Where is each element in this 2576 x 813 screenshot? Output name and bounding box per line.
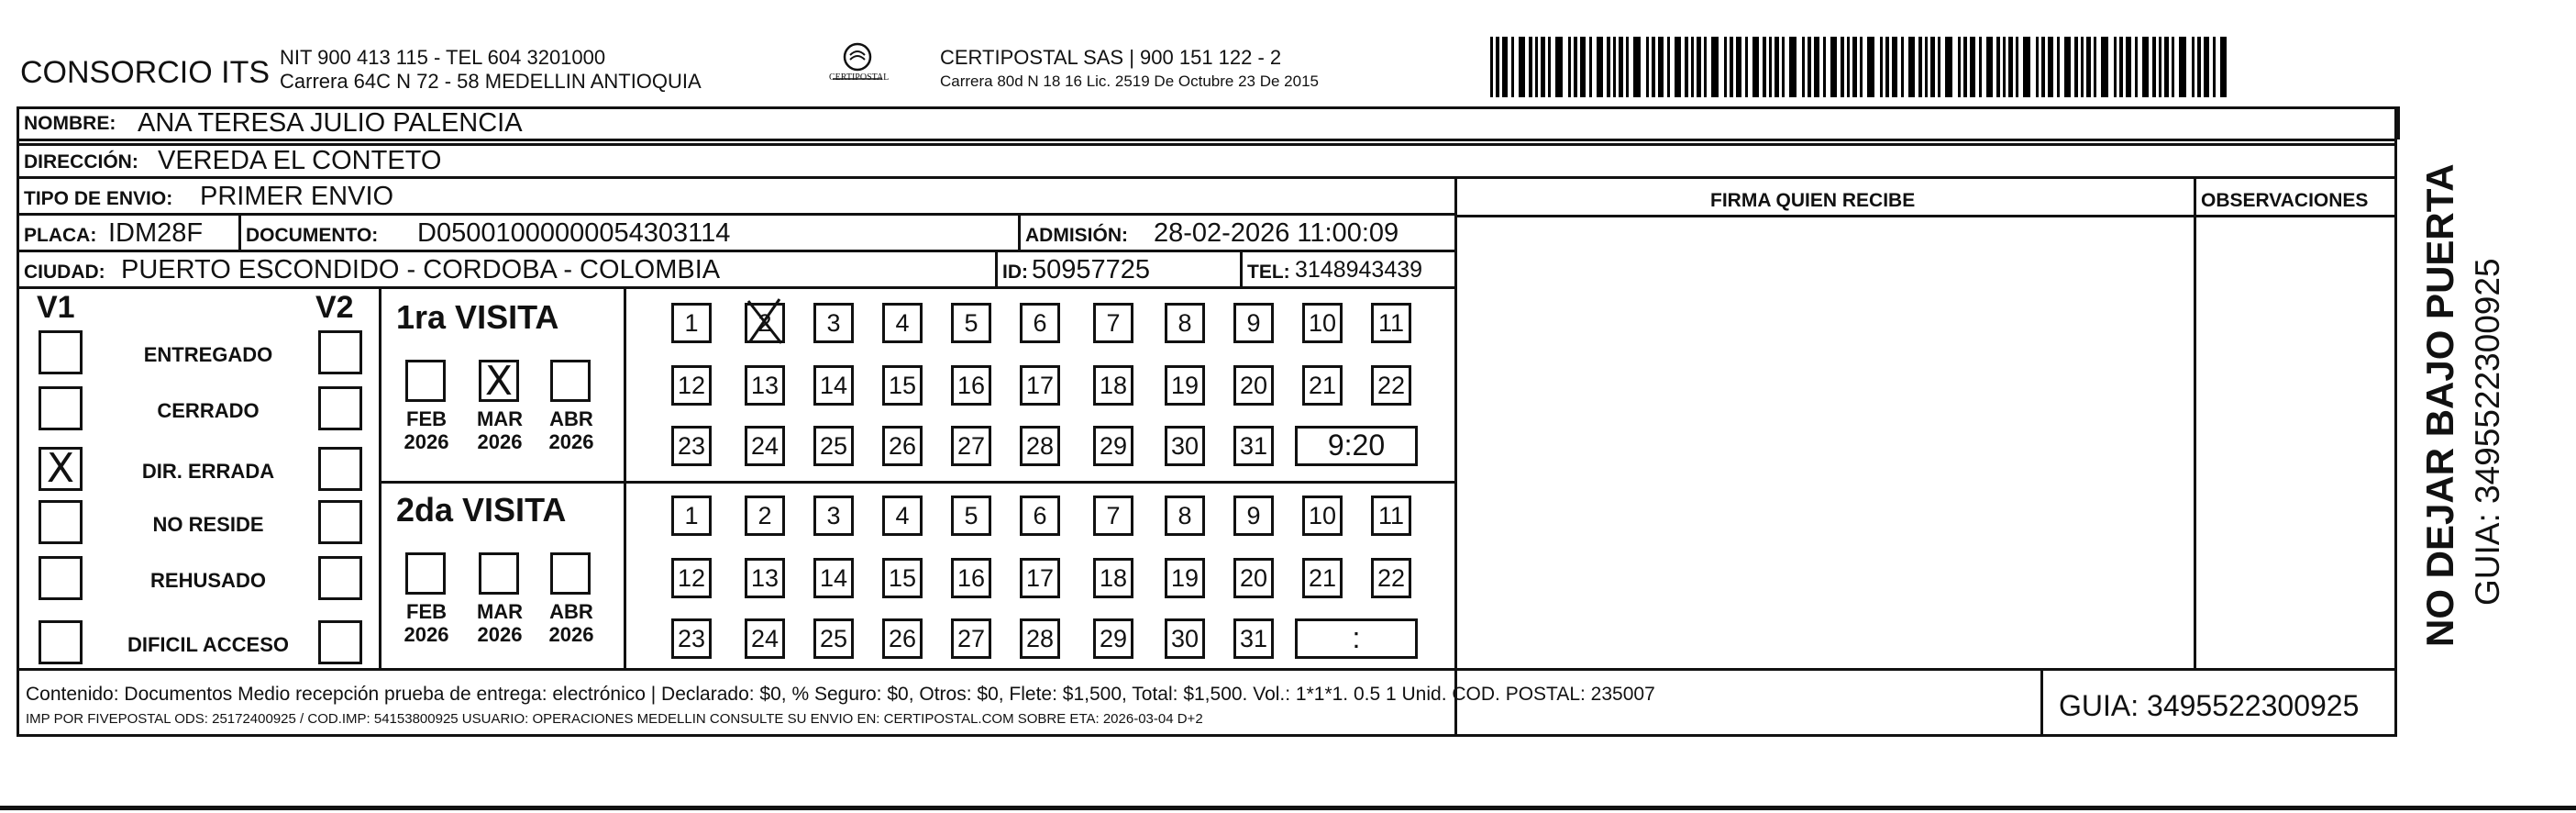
barcode-bar: [1724, 37, 1727, 97]
day-box[interactable]: 23: [671, 618, 712, 659]
day-box[interactable]: 20: [1233, 558, 1274, 598]
nombre-label: NOMBRE:: [24, 113, 116, 134]
status-label: CERRADO: [157, 399, 260, 422]
barcode-bar: [1945, 37, 1952, 97]
barcode-bar: [2197, 37, 2201, 97]
day-box[interactable]: 19: [1165, 365, 1205, 406]
barcode-bar: [2086, 37, 2091, 97]
nombre-value: ANA TERESA JULIO PALENCIA: [138, 108, 523, 138]
carrier-address: Carrera 80d N 18 16 Lic. 2519 De Octubre 23 De 2015: [940, 72, 1319, 90]
barcode-bar: [1847, 37, 1850, 97]
month-year: 2026: [404, 430, 449, 454]
v2-checkbox[interactable]: [318, 500, 362, 544]
day-box[interactable]: 2: [745, 496, 785, 536]
day-box[interactable]: 15: [882, 558, 923, 598]
carrier-name: CERTIPOSTAL SAS | 900 151 122 - 2: [940, 46, 1282, 69]
barcode-bar: [1979, 37, 1982, 97]
status-label: NO RESIDE: [152, 513, 264, 536]
day-box[interactable]: 15: [882, 365, 923, 406]
barcode-bar: [1519, 37, 1525, 97]
barcode-bar: [1646, 37, 1649, 97]
status-label: REHUSADO: [150, 569, 266, 592]
month-checkbox[interactable]: [405, 360, 446, 402]
day-cross-mark: [741, 294, 789, 349]
barcode-bar: [1782, 37, 1785, 97]
barcode-bar: [1996, 37, 2000, 97]
day-box[interactable]: 2: [745, 303, 785, 343]
company-nit: NIT 900 413 115 - TEL 604 3201000: [280, 46, 606, 69]
month-label: [394, 407, 459, 454]
footer-imp: IMP POR FIVEPOSTAL ODS: 25172400925 / COD.IMP: 54153800925 USUARIO: OPERACIONES MEDELLIN CONSULTE SU ENVIO EN: CERTIPOSTAL.COM SOBRE ETA: 2026-03-04 D+2: [26, 711, 1203, 727]
barcode-bar: [1633, 37, 1641, 97]
status-label: ENTREGADO: [143, 343, 273, 366]
visit-title: 2da VISITA: [396, 491, 567, 529]
id-label: ID:: [1002, 262, 1028, 283]
barcode-bar: [1511, 37, 1514, 97]
barcode-bar: [1958, 37, 1961, 97]
month-label: [539, 407, 603, 454]
barcode-bar: [1589, 37, 1592, 97]
barcode-bar: [2126, 37, 2131, 97]
barcode-bar: [1938, 37, 1940, 97]
barcode-bar: [1685, 37, 1688, 97]
day-box[interactable]: 10: [1302, 496, 1343, 536]
v1-checkbox[interactable]: [39, 500, 83, 544]
company-address: Carrera 64C N 72 - 58 MEDELLIN ANTIOQUIA: [280, 70, 702, 93]
status-label: DIR. ERRADA: [141, 460, 275, 483]
barcode-bar: [2057, 37, 2060, 97]
day-box[interactable]: 4: [882, 303, 923, 343]
day-box[interactable]: 18: [1093, 365, 1133, 406]
day-box[interactable]: 24: [745, 426, 785, 466]
day-box[interactable]: 17: [1020, 558, 1060, 598]
month-label: [468, 407, 532, 454]
month-name: FEB: [406, 407, 447, 430]
day-box[interactable]: 18: [1093, 558, 1133, 598]
barcode-bar: [1502, 37, 1508, 97]
barcode-bar: [2036, 37, 2039, 97]
barcode-bar: [2081, 37, 2084, 97]
documento-value: D05001000000054303114: [417, 218, 731, 248]
firma-header: FIRMA QUIEN RECIBE: [1710, 190, 1916, 211]
month-year: 2026: [548, 430, 594, 454]
day-box[interactable]: 20: [1233, 365, 1274, 406]
v2-checkbox[interactable]: [318, 556, 362, 600]
day-box[interactable]: 28: [1020, 618, 1060, 659]
month-name: ABR: [549, 407, 593, 430]
barcode-bar: [1963, 37, 1967, 97]
barcode-bar: [1814, 37, 1819, 97]
tel-label: TEL:: [1247, 262, 1290, 283]
observaciones-header: OBSERVACIONES: [2201, 190, 2369, 211]
month-checkbox[interactable]: [550, 360, 591, 402]
day-box[interactable]: 31: [1233, 618, 1274, 659]
barcode-bar: [2016, 37, 2018, 97]
barcode-bar: [1745, 37, 1748, 97]
month-year: 2026: [548, 623, 594, 647]
v2-checkbox[interactable]: [318, 330, 362, 374]
day-box[interactable]: 9: [1233, 496, 1274, 536]
barcode-bar: [2164, 37, 2169, 97]
barcode-bar: [1970, 37, 1975, 97]
tel-value: 3148943439: [1295, 257, 1423, 283]
barcode-bar: [1774, 37, 1779, 97]
month-checkbox[interactable]: [479, 552, 519, 595]
day-box[interactable]: 13: [745, 558, 785, 598]
month-checkbox[interactable]: [550, 552, 591, 595]
barcode-bar: [1763, 37, 1766, 97]
month-label: [468, 600, 532, 647]
barcode-bar: [2048, 37, 2053, 97]
barcode-bar: [1736, 37, 1741, 97]
side-guia: [2471, 110, 2507, 661]
day-box[interactable]: 31: [1233, 426, 1274, 466]
barcode-bar: [1626, 37, 1629, 97]
barcode-bar: [1697, 37, 1701, 97]
day-box[interactable]: 5: [951, 303, 991, 343]
day-box[interactable]: 26: [882, 426, 923, 466]
barcode-bar: [1675, 37, 1681, 97]
day-box[interactable]: 12: [671, 558, 712, 598]
barcode-bar: [2094, 37, 2096, 97]
day-box[interactable]: 7: [1093, 303, 1133, 343]
documento-label: DOCUMENTO:: [246, 225, 379, 246]
month-name: FEB: [406, 600, 447, 623]
barcode-bar: [2003, 37, 2006, 97]
v2-checkbox[interactable]: [318, 447, 362, 491]
day-box[interactable]: 21: [1302, 558, 1343, 598]
tipo-envio-label: TIPO DE ENVIO:: [24, 188, 173, 209]
day-box[interactable]: 17: [1020, 365, 1060, 406]
barcode-bar: [2213, 37, 2216, 97]
day-box[interactable]: 8: [1165, 303, 1205, 343]
barcode-bar: [1918, 37, 1922, 97]
barcode-bar: [2114, 37, 2117, 97]
tipo-envio-value: PRIMER ENVIO: [200, 182, 394, 211]
day-box[interactable]: 5: [951, 496, 991, 536]
day-box[interactable]: 6: [1020, 496, 1060, 536]
v1-checkbox[interactable]: [39, 620, 83, 664]
v2-checkbox[interactable]: [318, 386, 362, 430]
barcode: [1490, 37, 2228, 97]
day-box[interactable]: 14: [813, 558, 854, 598]
barcode-bar: [1802, 37, 1805, 97]
day-box[interactable]: 11: [1371, 496, 1411, 536]
v2-checkbox[interactable]: [318, 620, 362, 664]
barcode-bar: [2101, 37, 2108, 97]
barcode-bar: [2023, 37, 2030, 97]
direccion-value: VEREDA EL CONTETO: [158, 146, 442, 175]
barcode-bar: [1789, 37, 1797, 97]
barcode-bar: [1691, 37, 1694, 97]
day-box[interactable]: 29: [1093, 618, 1133, 659]
day-box[interactable]: 1: [671, 496, 712, 536]
v1-checkbox[interactable]: [39, 556, 83, 600]
barcode-bar: [1930, 37, 1935, 97]
day-box[interactable]: 26: [882, 618, 923, 659]
footer-content: Contenido: Documentos Medio recepción prueba de entrega: electrónico | Declarado: $0, % Seguro: $0, Otros: $0, Flete: $1,500, Total: $1,500. Vol.: 1*1*1. 0.5 1 Unid. COD. POSTAL: 235007: [26, 684, 1655, 705]
barcode-bar: [1892, 37, 1897, 97]
barcode-bar: [1711, 37, 1719, 97]
day-box[interactable]: 3: [813, 303, 854, 343]
barcode-bar: [1667, 37, 1670, 97]
month-name: MAR: [476, 407, 524, 430]
v1-header: V1: [37, 290, 75, 325]
certipostal-logo: CERTIPOSTAL: [816, 39, 899, 94]
barcode-bar: [2135, 37, 2138, 97]
direccion-label: DIRECCIÓN:: [24, 151, 138, 173]
barcode-bar: [2142, 37, 2149, 97]
id-value: 50957725: [1032, 255, 1151, 284]
day-box[interactable]: 28: [1020, 426, 1060, 466]
barcode-bar: [1619, 37, 1623, 97]
barcode-bar: [2008, 37, 2013, 97]
barcode-bar: [1769, 37, 1772, 97]
barcode-bar: [1808, 37, 1811, 97]
day-box[interactable]: 16: [951, 558, 991, 598]
time-box[interactable]: :: [1295, 618, 1418, 659]
barcode-bar: [1867, 37, 1874, 97]
day-box[interactable]: 22: [1371, 365, 1411, 406]
barcode-bar: [2074, 37, 2078, 97]
barcode-bar: [1908, 37, 1915, 97]
day-box[interactable]: 25: [813, 426, 854, 466]
barcode-bar: [1529, 37, 1532, 97]
month-label: [394, 600, 459, 647]
day-box[interactable]: 4: [882, 496, 923, 536]
ciudad-value: PUERTO ESCONDIDO - CORDOBA - COLOMBIA: [121, 255, 721, 284]
barcode-bar: [1658, 37, 1664, 97]
barcode-bar: [1852, 37, 1857, 97]
barcode-bar: [1752, 37, 1759, 97]
month-name: ABR: [549, 600, 593, 623]
day-box[interactable]: 16: [951, 365, 991, 406]
barcode-bar: [1823, 37, 1826, 97]
day-box[interactable]: 14: [813, 365, 854, 406]
month-year: 2026: [404, 623, 449, 647]
barcode-bar: [1568, 37, 1571, 97]
barcode-bar: [2172, 37, 2174, 97]
ciudad-label: CIUDAD:: [24, 262, 105, 283]
day-box[interactable]: 22: [1371, 558, 1411, 598]
barcode-bar: [1925, 37, 1928, 97]
day-box[interactable]: 7: [1093, 496, 1133, 536]
day-box[interactable]: 27: [951, 618, 991, 659]
day-box[interactable]: 12: [671, 365, 712, 406]
day-box[interactable]: 21: [1302, 365, 1343, 406]
time-box[interactable]: 9:20: [1295, 426, 1418, 466]
barcode-bar: [1730, 37, 1733, 97]
barcode-bar: [2220, 37, 2227, 97]
month-name: MAR: [476, 600, 524, 623]
day-box[interactable]: 30: [1165, 426, 1205, 466]
day-box[interactable]: 19: [1165, 558, 1205, 598]
barcode-bar: [2119, 37, 2123, 97]
barcode-bar: [1541, 37, 1545, 97]
placa-value: IDM28F: [108, 218, 204, 248]
day-box[interactable]: 23: [671, 426, 712, 466]
footer-guia: GUIA: 3495522300925: [2059, 689, 2360, 722]
month-year: 2026: [477, 623, 523, 647]
barcode-bar: [1490, 37, 1493, 97]
day-box[interactable]: 27: [951, 426, 991, 466]
visit-title: 1ra VISITA: [396, 298, 559, 336]
barcode-bar: [1607, 37, 1610, 97]
placa-label: PLACA:: [24, 225, 97, 246]
day-box[interactable]: 24: [745, 618, 785, 659]
month-checkbox[interactable]: X: [479, 360, 519, 402]
barcode-bar: [1830, 37, 1837, 97]
day-box[interactable]: 8: [1165, 496, 1205, 536]
day-box[interactable]: 1: [671, 303, 712, 343]
day-box[interactable]: 13: [745, 365, 785, 406]
month-label: [539, 600, 603, 647]
barcode-bar: [1496, 37, 1499, 97]
barcode-bar: [1613, 37, 1616, 97]
v1-checkbox[interactable]: [39, 386, 83, 430]
barcode-bar: [1555, 37, 1563, 97]
day-box[interactable]: 25: [813, 618, 854, 659]
barcode-bar: [2152, 37, 2156, 97]
day-box[interactable]: 11: [1371, 303, 1411, 343]
barcode-bar: [2159, 37, 2161, 97]
barcode-bar: [1548, 37, 1551, 97]
barcode-bar: [1885, 37, 1889, 97]
barcode-bar: [1704, 37, 1707, 97]
barcode-bar: [1901, 37, 1904, 97]
admision-label: ADMISIÓN:: [1025, 225, 1128, 246]
v2-header: V2: [315, 290, 354, 325]
barcode-bar: [1860, 37, 1863, 97]
company-name: CONSORCIO ITS: [20, 55, 271, 90]
barcode-bar: [1880, 37, 1883, 97]
side-guia-number: GUIA: 3495522300925: [2469, 258, 2506, 606]
status-label: DIFICIL ACCESO: [127, 633, 289, 656]
barcode-bar: [1986, 37, 1993, 97]
no-dejar-bajo-puerta: NO DEJAR BAJO PUERTA: [2418, 163, 2461, 647]
barcode-bar: [2041, 37, 2045, 97]
barcode-bar: [1580, 37, 1586, 97]
month-year: 2026: [477, 430, 523, 454]
v1-checkbox[interactable]: X: [39, 447, 83, 491]
barcode-bar: [2064, 37, 2071, 97]
barcode-bar: [1841, 37, 1844, 97]
day-box[interactable]: 29: [1093, 426, 1133, 466]
day-box[interactable]: 30: [1165, 618, 1205, 659]
barcode-bar: [2204, 37, 2209, 97]
day-box[interactable]: 6: [1020, 303, 1060, 343]
barcode-bar: [1597, 37, 1603, 97]
day-box[interactable]: 10: [1302, 303, 1343, 343]
barcode-bar: [2179, 37, 2186, 97]
barcode-bar: [2192, 37, 2195, 97]
month-checkbox[interactable]: [405, 552, 446, 595]
bottom-border: [0, 806, 2576, 810]
barcode-bar: [1574, 37, 1577, 97]
side-warning: [2417, 110, 2465, 661]
v1-checkbox[interactable]: [39, 330, 83, 374]
barcode-bar: [1652, 37, 1655, 97]
barcode-bar: [1535, 37, 1538, 97]
day-box[interactable]: 9: [1233, 303, 1274, 343]
admision-value: 28-02-2026 11:00:09: [1154, 218, 1399, 248]
day-box[interactable]: 3: [813, 496, 854, 536]
